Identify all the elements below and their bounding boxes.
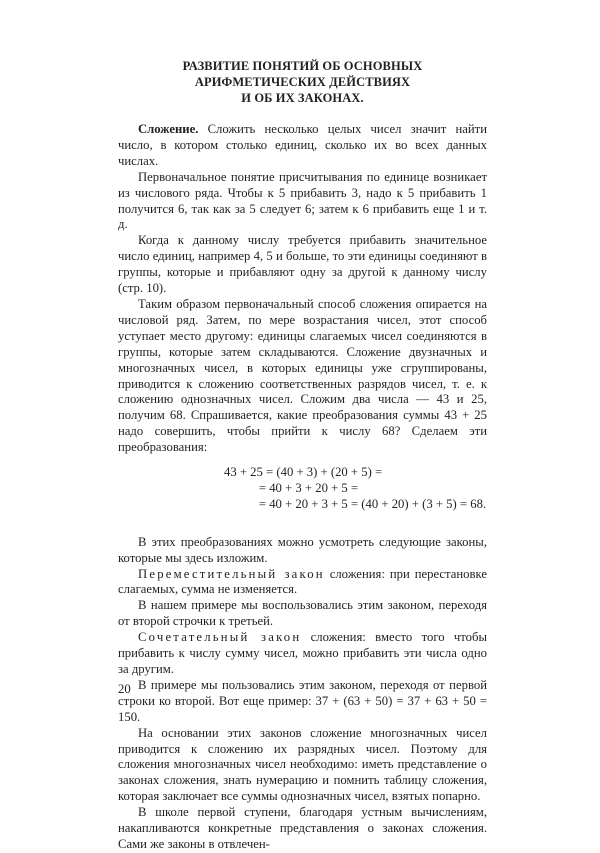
paragraph-addition-definition — [118, 122, 487, 170]
paragraph-associative-law — [118, 630, 487, 678]
heading-line-2: И ОБ ИХ ЗАКОНАХ. — [241, 91, 364, 105]
paragraph-method: Таким образом первоначальный способ сложения опирается на числовой ряд. Затем, по мере возрастания чисел, этот способ уступает место другому: единицы слагаемых чисел соединяются в группы, которые затем складываются. Сложение двузначных и многозначных чисел, в которых единицы уже сгруппированы, приводится к сложению соответственных разрядов чисел, т. е. к сложению однозначных чисел. Сложим два числа — 43 и 25, получим 68. Спрашивается, какие преобразования суммы 43 + 25 надо совершить, чтобы прийти к числу 68? Сделаем эти преобразования: — [118, 296, 487, 455]
page-content — [118, 58, 487, 853]
term-associative-law: Сочетательный закон — [138, 630, 302, 645]
paragraph-grouping: Когда к данному числу требуется прибавить значительное число единиц, например 4, 5 и больше, то эти единицы соединяют в группы, которые и прибавляют одну за другой к данному числу (стр. 10). — [118, 233, 487, 296]
paragraph-text: сложения: вместо того чтобы прибавить к числу сумму чисел, можно прибавить эти числа одно за другим. — [118, 630, 487, 676]
section-heading — [118, 58, 487, 106]
formula-block — [118, 465, 487, 513]
paragraph-counting: Первоначальное понятие присчитывания по единице возникает из числового ряда. Чтобы к 5 прибавить 3, надо к 5 прибавить 1 получится 6, так как за 5 следует 6; затем к 6 прибавить еще 1 и т. д. — [118, 169, 487, 232]
paragraph-text: Сложить несколько целых чисел значит найти число, в котором столько единиц, сколько их во всех данных числах. — [118, 122, 487, 168]
page-number: 20 — [118, 682, 131, 696]
paragraph-multidigit: На основании этих законов сложение многозначных чисел приводится к сложению их разрядных чисел. Поэтому для сложения многозначных чисел необходимо: иметь представление о законах сложения, знать нумерацию и помнить таблицу сложения, которая заключает все суммы однозначных чисел, взятых попарно. — [118, 725, 487, 804]
paragraph-commutative-example: В нашем примере мы воспользовались этим законом, переходя от второй строчки к третьей. — [118, 598, 487, 629]
paragraph-associative-example: В примере мы пользовались этим законом, переходя от первой строки ко второй. Вот еще пример: 37 + (63 + 50) = 37 + 63 + 50 = 150. — [118, 677, 487, 724]
heading-line-1: РАЗВИТИЕ ПОНЯТИЙ ОБ ОСНОВНЫХ АРИФМЕТИЧЕСКИХ ДЕЙСТВИЯХ — [182, 59, 423, 89]
paragraph-school: В школе первой ступени, благодаря устным вычислениям, накапливаются конкретные представления о законах сложения. Сами же законы в отвлечен- — [118, 805, 487, 851]
paragraph-commutative-law — [118, 567, 487, 599]
formula-line-2: = 40 + 3 + 20 + 5 = — [224, 480, 359, 495]
paragraph-text: сложения: при перестановке слагаемых, сумма не изменяется. — [118, 566, 487, 597]
term-addition: Сложение. — [138, 122, 199, 136]
formula-line-1: 43 + 25 = (40 + 3) + (20 + 5) = — [224, 465, 383, 480]
paragraph-laws-intro: В этих преобразованиях можно усмотреть следующие законы, которые мы здесь изложим. — [118, 534, 487, 565]
formula-line-3: = 40 + 20 + 3 + 5 = (40 + 20) + (3 + 5) = 68. — [224, 496, 487, 511]
term-commutative-law: Переместительный закон — [138, 566, 325, 581]
